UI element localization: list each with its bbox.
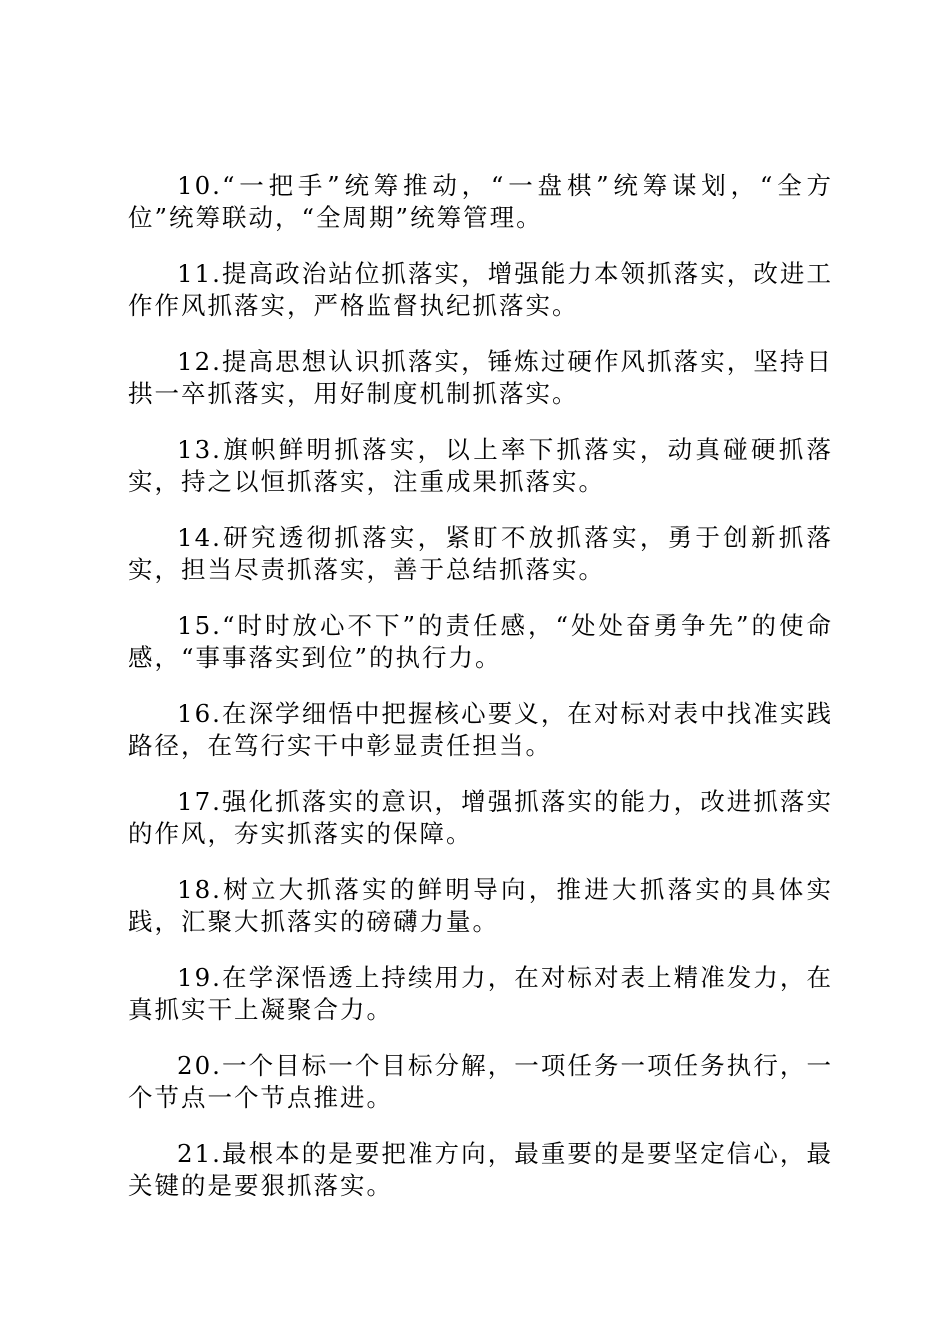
paragraph-20: 20.一个目标一个目标分解，一项任务一项任务执行，一个节点一个节点推进。	[128, 1051, 833, 1112]
paragraph-14: 14.研究透彻抓落实，紧盯不放抓落实，勇于创新抓落实，担当尽责抓落实，善于总结抓落实。	[128, 523, 833, 584]
paragraph-15: 15.“时时放心不下”的责任感，“处处奋勇争先”的使命感，“事事落实到位”的执行力。	[128, 611, 833, 672]
document-body	[128, 170, 833, 1226]
paragraph-16: 16.在深学细悟中把握核心要义，在对标对表中找准实践路径，在笃行实干中彰显责任担当。	[128, 699, 833, 760]
paragraph-18: 18.树立大抓落实的鲜明导向，推进大抓落实的具体实践，汇聚大抓落实的磅礴力量。	[128, 875, 833, 936]
paragraph-17: 17.强化抓落实的意识，增强抓落实的能力，改进抓落实的作风，夯实抓落实的保障。	[128, 787, 833, 848]
paragraph-12: 12.提高思想认识抓落实，锤炼过硬作风抓落实，坚持日拱一卒抓落实，用好制度机制抓落实。	[128, 347, 833, 408]
paragraph-11: 11.提高政治站位抓落实，增强能力本领抓落实，改进工作作风抓落实，严格监督执纪抓落实。	[128, 259, 833, 320]
paragraph-19: 19.在学深悟透上持续用力，在对标对表上精准发力，在真抓实干上凝聚合力。	[128, 963, 833, 1024]
paragraph-13: 13.旗帜鲜明抓落实，以上率下抓落实，动真碰硬抓落实，持之以恒抓落实，注重成果抓落实。	[128, 435, 833, 496]
paragraph-10: 10.“一把手”统筹推动，“一盘棋”统筹谋划，“全方位”统筹联动，“全周期”统筹管理。	[128, 171, 833, 232]
paragraph-21: 21.最根本的是要把准方向，最重要的是要坚定信心，最关键的是要狠抓落实。	[128, 1139, 833, 1200]
